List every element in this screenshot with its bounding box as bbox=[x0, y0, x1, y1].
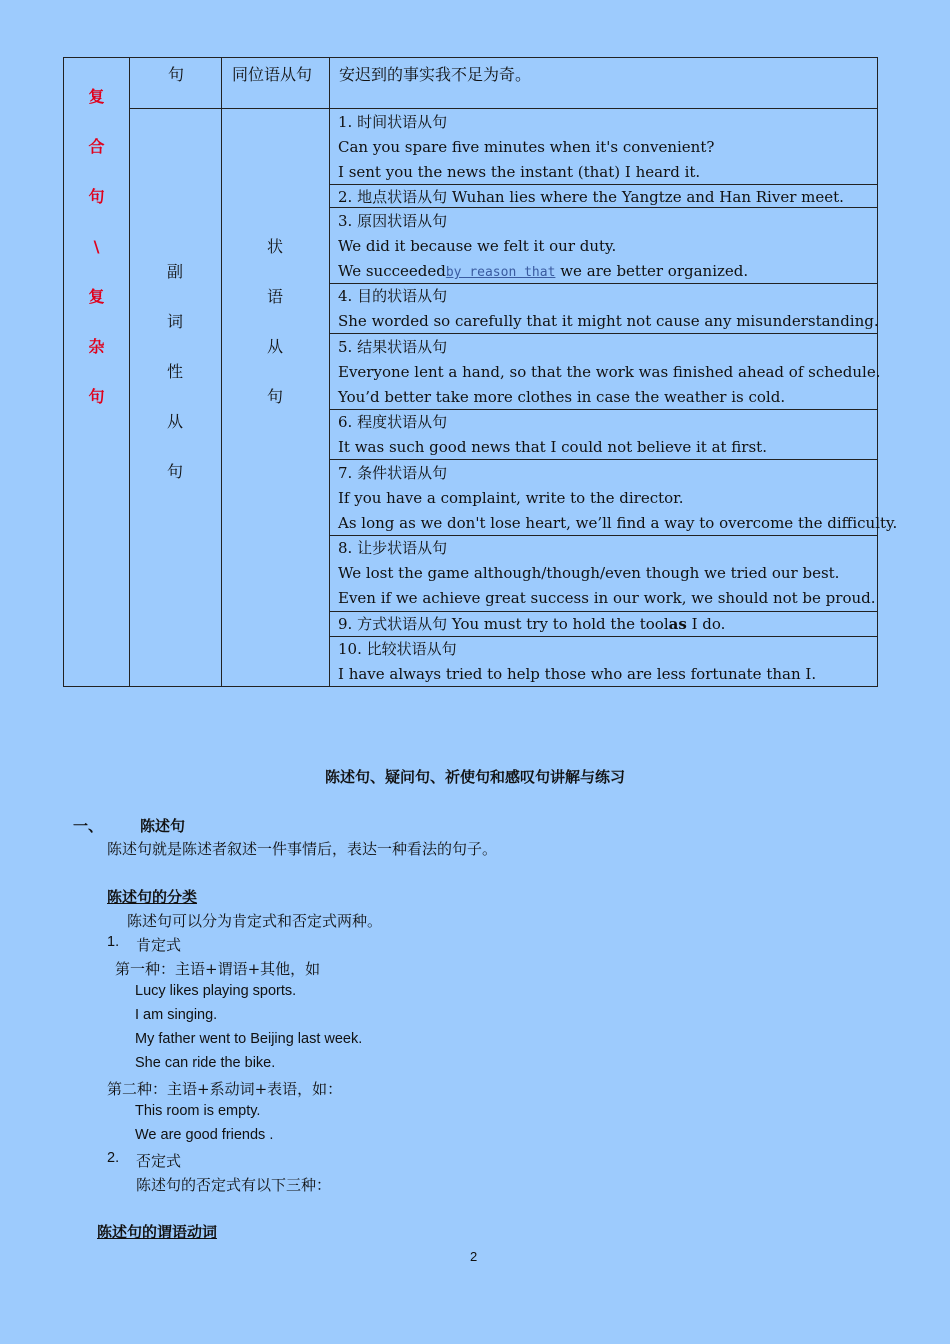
clause-reason bbox=[338, 209, 748, 284]
appositive-clause-example: 安迟到的事实我不足为奇。 bbox=[339, 65, 532, 84]
example-sentence: Lucy likes playing sports. bbox=[135, 983, 297, 999]
list-number: 1. bbox=[107, 934, 120, 950]
part-heading: 陈述句 bbox=[140, 817, 186, 835]
type1-text: 第一种：主语+谓语+其他，如 bbox=[115, 960, 321, 978]
clause-example: As long as we don't lose heart, we’ll find a way to overcome the difficulty. bbox=[338, 514, 898, 532]
row1-col2: 句 bbox=[168, 65, 185, 84]
negative-text: 陈述句的否定式有以下三种： bbox=[136, 1176, 332, 1194]
label-char: 句 bbox=[266, 387, 283, 406]
list-number: 2. bbox=[107, 1150, 120, 1166]
sentence-part: we are better organized. bbox=[560, 262, 749, 280]
clause-heading: 2. 地点状语从句 Wuhan lies where the Yangtze and Han River meet. bbox=[338, 188, 844, 206]
classification-text: 陈述句可以分为肯定式和否定式两种。 bbox=[127, 912, 383, 930]
clause-degree bbox=[338, 410, 767, 460]
label-char: 句 bbox=[88, 387, 105, 406]
label-char: 副 bbox=[166, 262, 183, 281]
page-number: 2 bbox=[470, 1249, 478, 1264]
clause-example: We lost the game although/though/even though we tried our best. bbox=[338, 564, 840, 582]
clause-heading: 6. 程度状语从句 bbox=[338, 413, 448, 431]
negative-label: 否定式 bbox=[136, 1152, 182, 1170]
clause-example bbox=[338, 259, 748, 284]
section-title: 陈述句、疑问句、祈使句和感叹句讲解与练习 bbox=[324, 768, 625, 786]
label-char: 复 bbox=[88, 87, 105, 106]
clause-time bbox=[338, 110, 714, 185]
label-char: 杂 bbox=[88, 337, 105, 356]
type2-text: 第二种：主语+系动词+表语，如： bbox=[107, 1080, 343, 1098]
example-sentence: I am singing. bbox=[135, 1007, 218, 1023]
clause-condition bbox=[338, 461, 897, 536]
clause-heading: 3. 原因状语从句 bbox=[338, 212, 448, 230]
adverbial-clause-label bbox=[221, 236, 329, 436]
clause-example: Can you spare five minutes when it's convenient? bbox=[338, 138, 715, 156]
clause-example: I have always tried to help those who are less fortunate than I. bbox=[338, 665, 817, 683]
label-char: 状 bbox=[266, 237, 283, 256]
affirmative-label: 肯定式 bbox=[136, 936, 182, 954]
compound-complex-sentence-label bbox=[64, 86, 129, 436]
clause-example: She worded so carefully that it might not cause any misunderstanding. bbox=[338, 312, 879, 330]
clause-purpose bbox=[338, 284, 879, 334]
clause-example: We did it because we felt it our duty. bbox=[338, 237, 617, 255]
label-char: 句 bbox=[166, 462, 183, 481]
clause-result bbox=[338, 335, 880, 410]
clause-place bbox=[338, 185, 844, 210]
label-char: 性 bbox=[166, 362, 183, 381]
adverbial-clause-category bbox=[129, 261, 221, 511]
label-char: 从 bbox=[266, 337, 283, 356]
sentence-part: 9. 方式状语从句 You must try to hold the tool bbox=[338, 615, 669, 633]
appositive-clause-label: 同位语从句 bbox=[232, 65, 313, 84]
clause-heading: 7. 条件状语从句 bbox=[338, 464, 448, 482]
label-char: 复 bbox=[88, 287, 105, 306]
sentence-part: I do. bbox=[686, 615, 726, 633]
label-char: 词 bbox=[166, 312, 183, 331]
definition-text: 陈述句就是陈述者叙述一件事情后，表达一种看法的句子。 bbox=[107, 840, 498, 858]
example-sentence: She can ride the bike. bbox=[135, 1055, 276, 1071]
clause-heading: 1. 时间状语从句 bbox=[338, 113, 448, 131]
example-sentence: This room is empty. bbox=[135, 1103, 261, 1119]
label-char: 从 bbox=[166, 412, 183, 431]
clause-comparison bbox=[338, 637, 816, 687]
clause-example: Even if we achieve great success in our work, we should not be proud. bbox=[338, 589, 876, 607]
clause-concession bbox=[338, 536, 876, 611]
col-divider bbox=[329, 58, 330, 686]
clause-example: I sent you the news the instant (that) I heard it. bbox=[338, 163, 701, 181]
clause-heading: 5. 结果状语从句 bbox=[338, 338, 448, 356]
label-char: \ bbox=[93, 237, 100, 256]
clause-example: You’d better take more clothes in case the weather is cold. bbox=[338, 388, 786, 406]
label-char: 语 bbox=[266, 287, 283, 306]
example-sentence: We are good friends . bbox=[135, 1127, 274, 1143]
grammar-table bbox=[63, 57, 898, 687]
clause-heading: 10. 比较状语从句 bbox=[338, 640, 457, 658]
clause-heading: 4. 目的状语从句 bbox=[338, 287, 448, 305]
row-divider bbox=[129, 108, 877, 109]
sentence-part: as bbox=[668, 615, 687, 633]
predicate-heading: 陈述句的谓语动词 bbox=[97, 1223, 218, 1241]
part-number: 一、 bbox=[73, 817, 104, 835]
label-char: 合 bbox=[88, 137, 105, 156]
clause-heading: 8. 让步状语从句 bbox=[338, 539, 448, 557]
clause-example: Everyone lent a hand, so that the work was finished ahead of schedule. bbox=[338, 363, 881, 381]
example-sentence: My father went to Beijing last week. bbox=[135, 1031, 363, 1047]
classification-heading: 陈述句的分类 bbox=[107, 888, 198, 906]
clause-example: If you have a complaint, write to the director. bbox=[338, 489, 684, 507]
clause-example: It was such good news that I could not believe it at first. bbox=[338, 438, 767, 456]
clause-manner bbox=[338, 612, 725, 637]
label-char: 句 bbox=[88, 187, 105, 206]
revision-text: by reason that bbox=[445, 265, 556, 280]
sentence-part: We succeeded bbox=[338, 262, 446, 280]
